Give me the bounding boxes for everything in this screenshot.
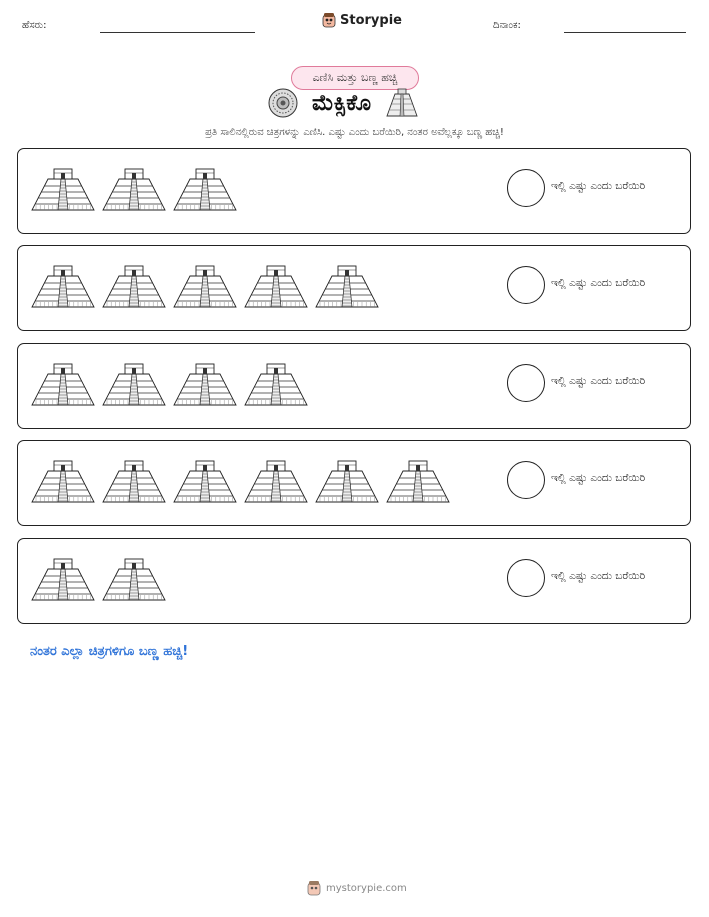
date-label: ದಿನಾಂಕ: [493,20,521,31]
pyramid-icon [243,264,309,309]
brand [322,12,402,28]
write-here-label: ಇಲ್ಲಿ ಎಷ್ಟು ಎಂದು ಬರೆಯಿರಿ [551,472,646,484]
title-row [268,88,419,118]
pyramid-icon [172,167,238,212]
name-label: ಹೆಸರು: [22,20,47,31]
pyramid-group [30,167,238,212]
pyramid-icon [101,264,167,309]
write-here-label: ಇಲ್ಲಿ ಎಷ್ಟು ಎಂದು ಬರೆಯಿರಿ [551,277,646,289]
count-row [17,440,691,526]
count-row [17,343,691,429]
answer-circle[interactable] [507,559,545,597]
footer-brand [307,880,407,896]
pyramid-icon [30,557,96,602]
answer-circle[interactable] [507,461,545,499]
count-row [17,148,691,234]
pyramid-icon [101,167,167,212]
pyramid-icon [101,557,167,602]
pyramid-icon [101,459,167,504]
pyramid-icon [172,362,238,407]
count-row [17,245,691,331]
storypie-logo-icon [322,12,336,28]
pyramid-icon [314,459,380,504]
brand-name: Storypie [340,12,402,28]
count-row [17,538,691,624]
write-here-label: ಇಲ್ಲಿ ಎಷ್ಟು ಎಂದು ಬರೆಯಿರಿ [551,570,646,582]
pyramid-group [30,264,380,309]
pyramid-icon [30,264,96,309]
page-title: ಮೆಕ್ಸಿಕೊ [312,90,372,116]
aztec-calendar-icon [268,88,298,118]
name-line[interactable] [100,32,255,33]
pyramid-icon [172,264,238,309]
date-line[interactable] [564,32,686,33]
pyramid-icon [30,362,96,407]
storypie-logo-icon [307,880,321,896]
pyramid-group [30,362,309,407]
pyramid-icon [385,88,419,118]
pyramid-group [30,459,451,504]
footer-note: ನಂತರ ಎಲ್ಲಾ ಚಿತ್ರಗಳಿಗೂ ಬಣ್ಣ ಹಚ್ಚಿ! [30,644,189,659]
pyramid-icon [30,167,96,212]
write-here-label: ಇಲ್ಲಿ ಎಷ್ಟು ಎಂದು ಬರೆಯಿರಿ [551,375,646,387]
answer-circle[interactable] [507,266,545,304]
answer-circle[interactable] [507,169,545,207]
pyramid-group [30,557,167,602]
pyramid-icon [30,459,96,504]
answer-circle[interactable] [507,364,545,402]
footer-brand-url: mystorypie.com [326,882,407,894]
pyramid-icon [243,459,309,504]
pyramid-icon [243,362,309,407]
pyramid-icon [101,362,167,407]
pyramid-icon [172,459,238,504]
activity-badge: ಎಣಿಸಿ ಮತ್ತು ಬಣ್ಣ ಹಚ್ಚಿ [291,66,419,90]
pyramid-icon [385,459,451,504]
write-here-label: ಇಲ್ಲಿ ಎಷ್ಟು ಎಂದು ಬರೆಯಿರಿ [551,180,646,192]
instruction-text: ಪ್ರತಿ ಸಾಲಿನಲ್ಲಿರುವ ಚಿತ್ರಗಳನ್ನು ಎಣಿಸಿ. ಎಷ್ಟು ಎಂದು ಬರೆಯಿರಿ, ನಂತರ ಅವೆಲ್ಲಕ್ಕೂ ಬಣ್ಣ ಹಚ್ಚಿ! [205,127,504,138]
pyramid-icon [314,264,380,309]
